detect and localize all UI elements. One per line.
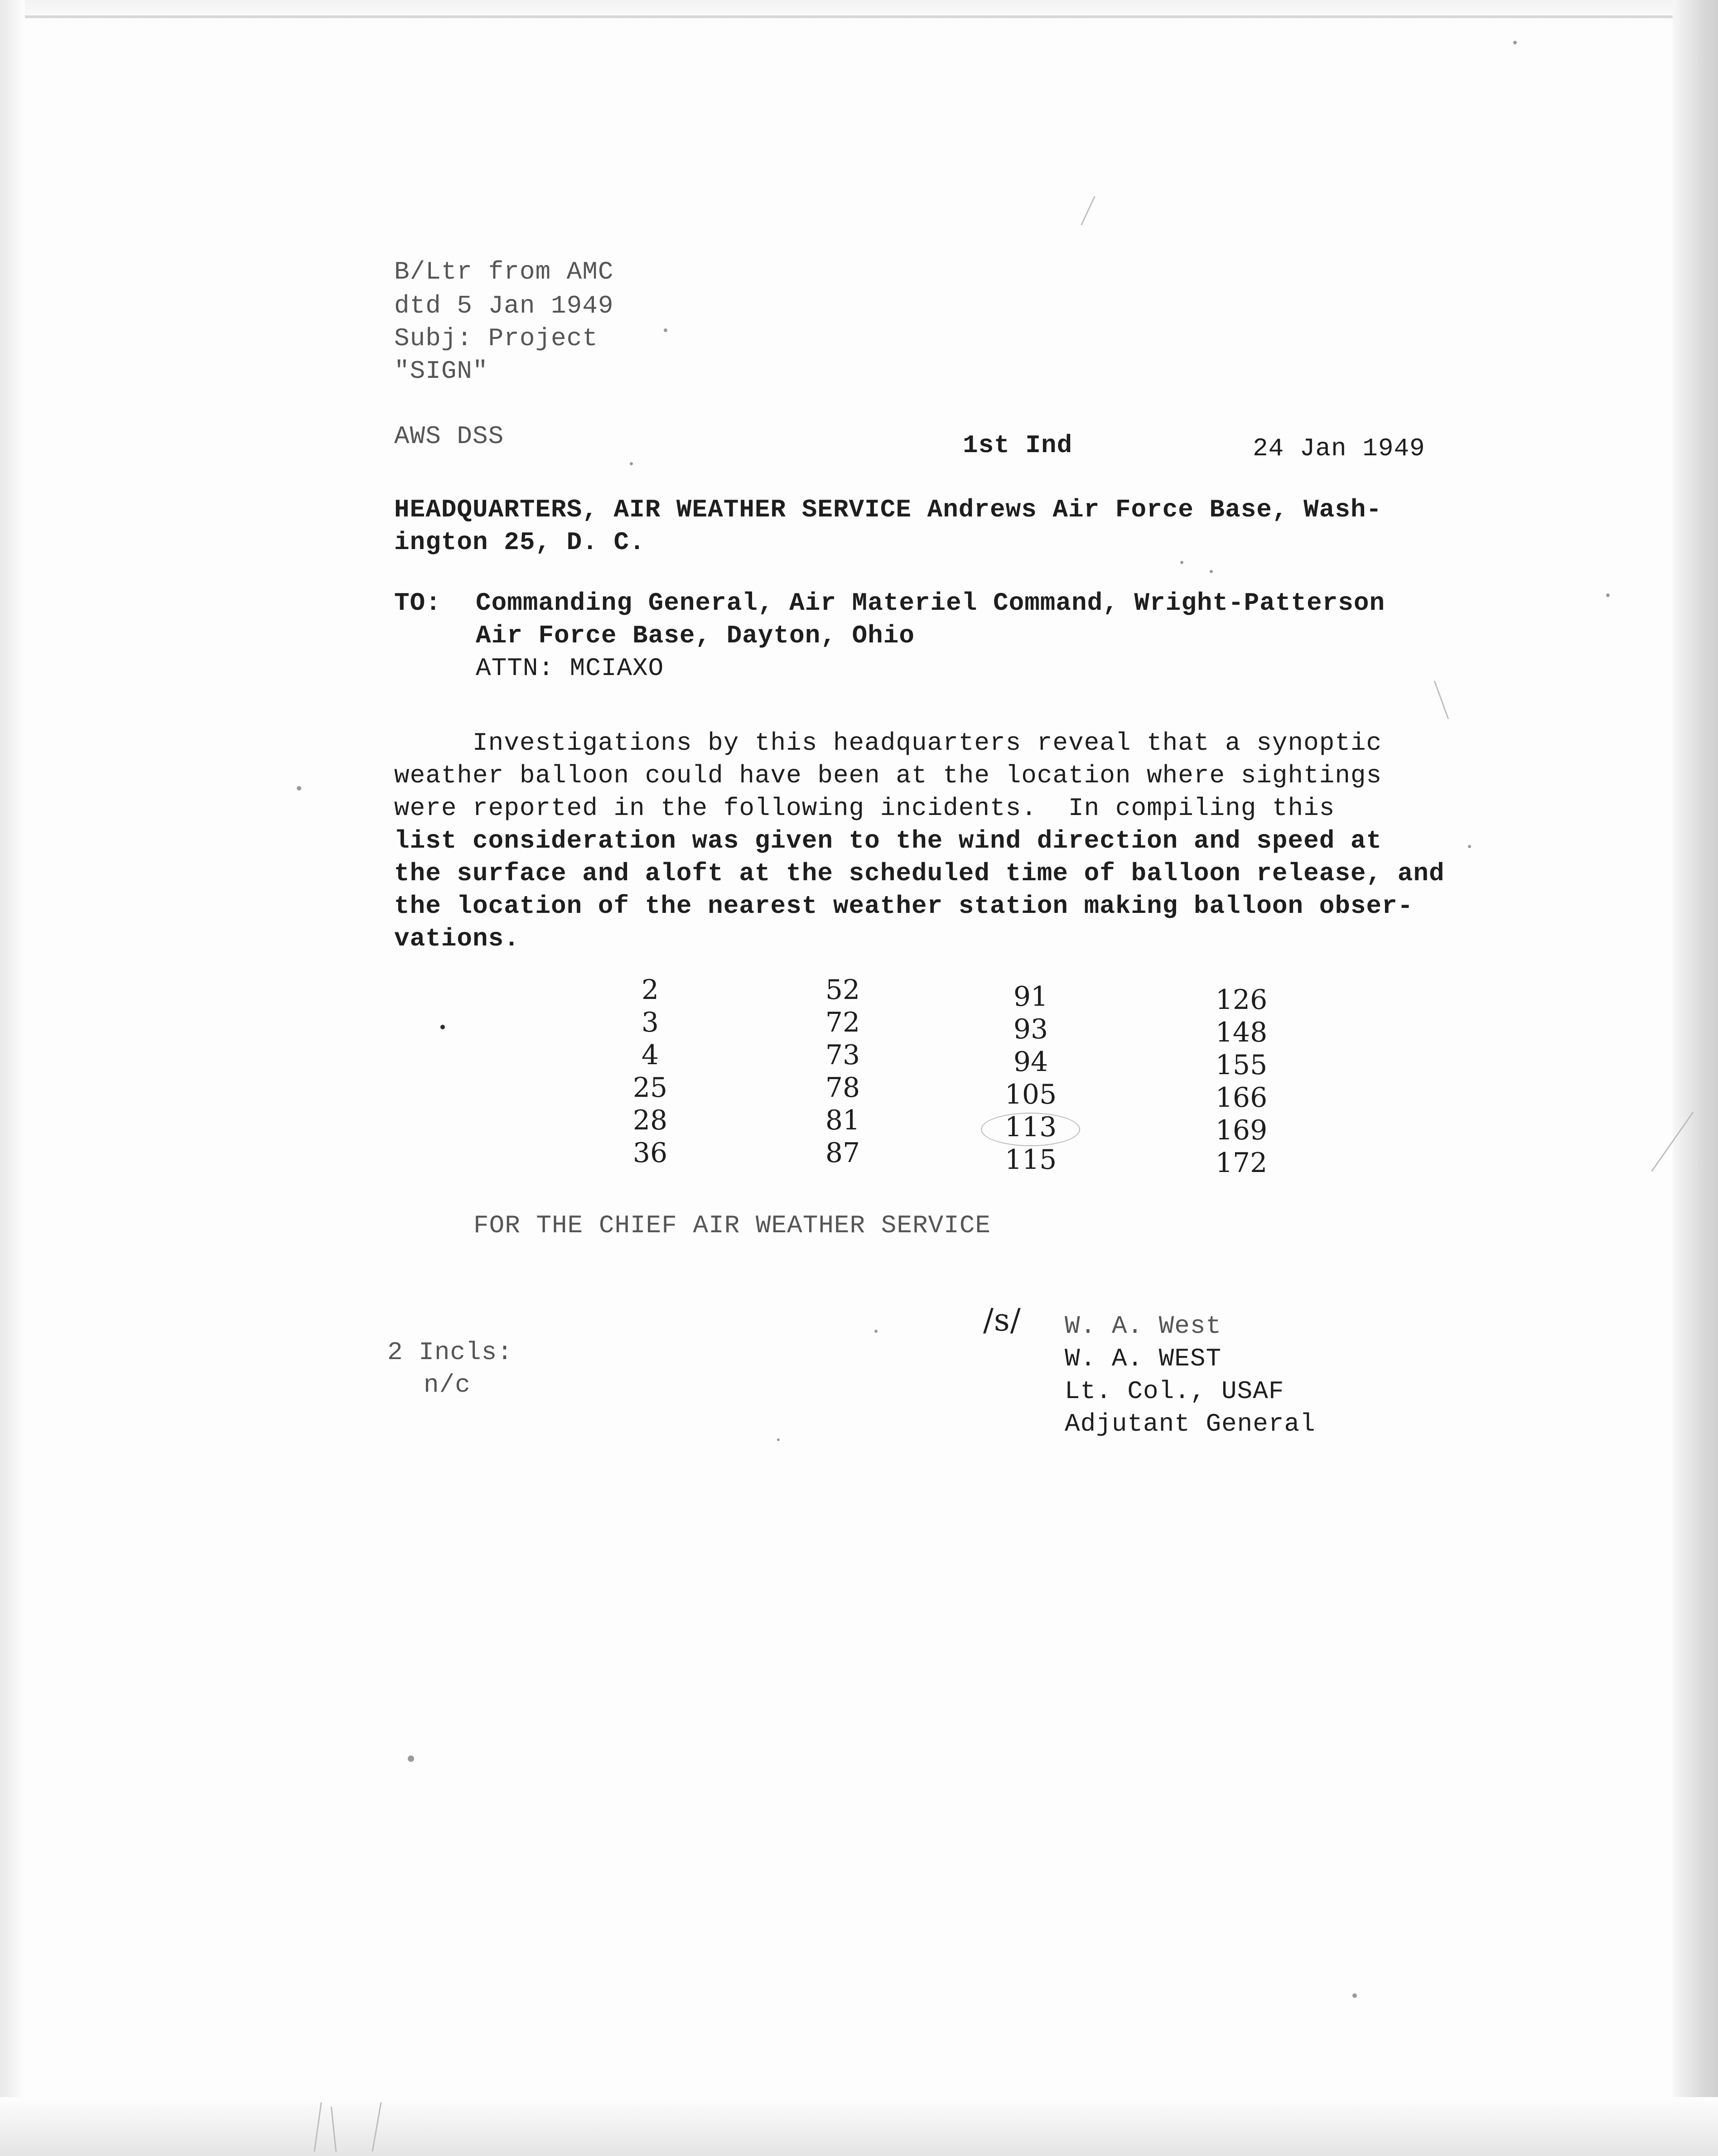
incident-number: 148 xyxy=(1215,1017,1268,1048)
scan-speck xyxy=(297,786,301,791)
incident-number: 172 xyxy=(1215,1147,1268,1179)
incident-number: 3 xyxy=(641,1007,659,1038)
incident-number: 2 xyxy=(641,974,659,1006)
incident-number: 72 xyxy=(825,1007,860,1038)
incident-number: 113 xyxy=(1004,1111,1057,1143)
scan-speck xyxy=(1180,561,1183,564)
body-line-1: Investigations by this headquarters reveal that a synoptic xyxy=(394,728,1382,757)
indorsement-date: 24 Jan 1949 xyxy=(1253,434,1425,463)
scan-speck xyxy=(664,328,667,332)
incident-number: 28 xyxy=(632,1105,668,1136)
margin-dot xyxy=(440,1025,445,1029)
to-line-1: Commanding General, Air Materiel Command, Wright-Patterson xyxy=(476,588,1385,617)
signature-signed: W. A. West xyxy=(1065,1312,1222,1341)
body-line-7: vations. xyxy=(394,924,520,953)
incident-number: 115 xyxy=(1004,1144,1057,1176)
incident-number: 36 xyxy=(632,1137,668,1169)
signature-mark: /s/ xyxy=(983,1302,1021,1338)
scan-border-right xyxy=(1673,0,1718,2156)
body-line-2: weather balloon could have been at the location where sightings xyxy=(394,761,1382,790)
reference-line-4: "SIGN" xyxy=(394,357,488,386)
scan-border-top xyxy=(0,0,1718,23)
scan-border-left xyxy=(0,0,25,2156)
incident-number: 78 xyxy=(825,1072,860,1104)
scan-scratch xyxy=(1434,680,1449,719)
incident-number: 87 xyxy=(825,1137,860,1169)
scan-speck xyxy=(408,1756,414,1762)
reference-line-3: Subj: Project xyxy=(394,324,598,353)
incident-number: 25 xyxy=(632,1072,668,1104)
signer-name: W. A. WEST xyxy=(1065,1344,1222,1373)
enclosures-line-2: n/c xyxy=(424,1370,471,1399)
signer-title: Adjutant General xyxy=(1065,1409,1316,1438)
scan-speck xyxy=(630,462,633,465)
office-symbol: AWS DSS xyxy=(394,422,504,451)
scan-speck xyxy=(874,1330,878,1333)
scan-edge-line xyxy=(0,15,1676,18)
incident-number: 91 xyxy=(1013,981,1048,1013)
scan-scratch xyxy=(1081,196,1095,226)
body-line-5: the surface and aloft at the scheduled time of balloon release, and xyxy=(394,859,1445,888)
incident-number: 4 xyxy=(641,1039,659,1071)
incident-number: 155 xyxy=(1215,1049,1268,1081)
scan-speck xyxy=(777,1438,780,1441)
scan-speck xyxy=(1210,570,1213,573)
scan-border-bottom xyxy=(0,2097,1718,2156)
reference-line-1: B/Ltr from AMC xyxy=(394,257,614,286)
headquarters-line-2: ington 25, D. C. xyxy=(394,528,645,557)
enclosures-line-1: 2 Incls: xyxy=(387,1338,513,1367)
scan-speck xyxy=(1513,41,1517,44)
scan-speck xyxy=(1352,1993,1357,1998)
incident-number: 52 xyxy=(825,974,860,1006)
attention-line: ATTN: MCIAXO xyxy=(476,654,664,683)
scan-speck xyxy=(1468,845,1471,848)
headquarters-line-1: HEADQUARTERS, AIR WEATHER SERVICE Andrews Air Force Base, Wash- xyxy=(394,495,1382,524)
incident-number: 93 xyxy=(1013,1013,1048,1045)
incident-number: 126 xyxy=(1215,984,1268,1016)
indorsement-number: 1st Ind xyxy=(963,431,1073,460)
incident-number: 81 xyxy=(825,1105,860,1136)
incident-number: 166 xyxy=(1215,1082,1268,1114)
pencil-circle-mark xyxy=(981,1113,1080,1146)
to-label: TO: xyxy=(394,588,441,617)
signer-rank: Lt. Col., USAF xyxy=(1065,1377,1284,1406)
to-line-2: Air Force Base, Dayton, Ohio xyxy=(476,621,915,650)
closing-line: FOR THE CHIEF AIR WEATHER SERVICE xyxy=(473,1211,991,1240)
incident-number: 73 xyxy=(825,1039,860,1071)
incident-number: 94 xyxy=(1013,1046,1048,1078)
body-line-3: were reported in the following incidents. In compiling this xyxy=(394,794,1335,823)
body-line-4: list consideration was given to the wind direction and speed at xyxy=(394,826,1382,855)
reference-line-2: dtd 5 Jan 1949 xyxy=(394,291,614,320)
incident-number: 105 xyxy=(1004,1079,1057,1110)
incident-number: 169 xyxy=(1215,1114,1268,1146)
scan-speck xyxy=(1606,593,1610,597)
body-line-6: the location of the nearest weather station making balloon obser- xyxy=(394,892,1414,921)
